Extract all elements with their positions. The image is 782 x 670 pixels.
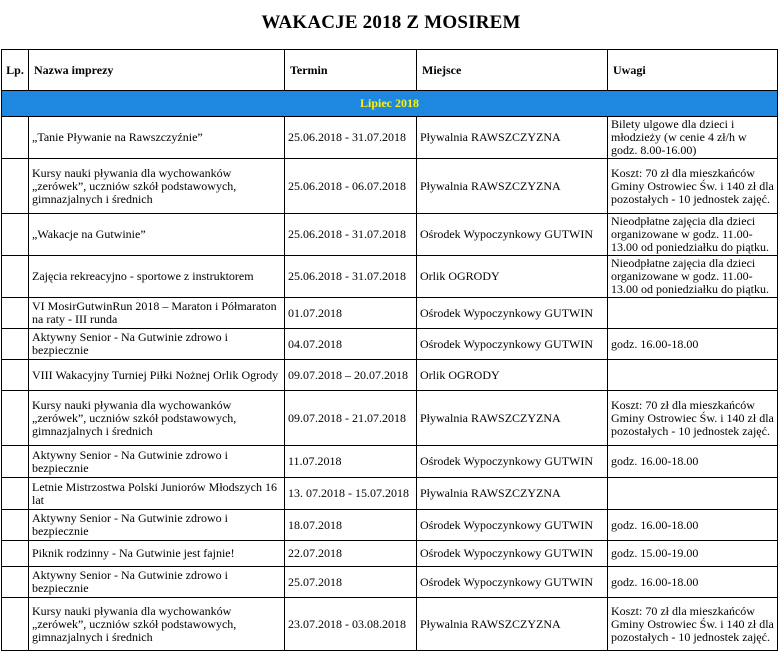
cell-place: Ośrodek Wypoczynkowy GUTWIN [417,541,608,567]
month-row [2,91,778,117]
header-place: Miejsce [417,50,608,91]
cell-place: Ośrodek Wypoczynkowy GUTWIN [417,567,608,598]
cell-lp [2,391,29,446]
table-row [2,598,778,651]
cell-name: Kursy nauki pływania dla wychowanków „zerówek”, uczniów szkół podstawowych, gimnazjalnych i średnich [29,598,285,651]
cell-date: 13. 07.2018 - 15.07.2018 [285,478,417,510]
cell-name: Zajęcia rekreacyjno - sportowe z instruktorem [29,256,285,298]
cell-notes [608,478,778,510]
cell-notes: Koszt: 70 zł dla mieszkańców Gminy Ostrowiec Św. i 140 zł dla pozostałych - 10 jednostek zajęć. [608,598,778,651]
cell-lp [2,478,29,510]
table-row [2,214,778,256]
table-row [2,329,778,360]
table-row [2,159,778,214]
cell-notes [608,360,778,391]
header-row [2,50,778,91]
cell-lp [2,446,29,478]
cell-name: Aktywny Senior - Na Gutwinie zdrowo i bezpiecznie [29,510,285,541]
cell-notes: Nieodpłatne zajęcia dla dzieci organizowane w godz. 11.00-13.00 od poniedziałku do piątku. [608,214,778,256]
cell-place: Orlik OGRODY [417,360,608,391]
cell-name: „Wakacje na Gutwinie” [29,214,285,256]
cell-lp [2,541,29,567]
cell-name: VIII Wakacyjny Turniej Piłki Nożnej Orlik Ogrody [29,360,285,391]
cell-notes: godz. 15.00-19.00 [608,541,778,567]
cell-notes: Koszt: 70 zł dla mieszkańców Gminy Ostrowiec Św. i 140 zł dla pozostałych - 10 jednostek zajęć. [608,159,778,214]
cell-notes: Nieodpłatne zajęcia dla dzieci organizowane w godz. 11.00-13.00 od poniedziałku do piątku. [608,256,778,298]
cell-place: Orlik OGRODY [417,256,608,298]
cell-lp [2,117,29,159]
cell-name: Piknik rodzinny - Na Gutwinie jest fajnie! [29,541,285,567]
cell-date: 18.07.2018 [285,510,417,541]
cell-date: 25.06.2018 - 31.07.2018 [285,214,417,256]
cell-name: Aktywny Senior - Na Gutwinie zdrowo i bezpiecznie [29,329,285,360]
events-table [1,49,778,651]
cell-date: 22.07.2018 [285,541,417,567]
header-notes: Uwagi [608,50,778,91]
table-row [2,391,778,446]
cell-notes: godz. 16.00-18.00 [608,567,778,598]
cell-notes: Koszt: 70 zł dla mieszkańców Gminy Ostrowiec Św. i 140 zł dla pozostałych - 10 jednostek zajęć. [608,391,778,446]
cell-date: 04.07.2018 [285,329,417,360]
cell-date: 25.06.2018 - 31.07.2018 [285,256,417,298]
cell-place: Ośrodek Wypoczynkowy GUTWIN [417,214,608,256]
cell-date: 11.07.2018 [285,446,417,478]
cell-lp [2,214,29,256]
table-row [2,478,778,510]
cell-lp [2,360,29,391]
cell-name: Aktywny Senior - Na Gutwinie zdrowo i bezpiecznie [29,567,285,598]
cell-date: 25.06.2018 - 06.07.2018 [285,159,417,214]
cell-lp [2,567,29,598]
cell-lp [2,510,29,541]
table-row [2,446,778,478]
cell-place: Ośrodek Wypoczynkowy GUTWIN [417,329,608,360]
cell-lp [2,159,29,214]
cell-date: 09.07.2018 – 20.07.2018 [285,360,417,391]
cell-name: „Tanie Pływanie na Rawszczyźnie” [29,117,285,159]
cell-date: 23.07.2018 - 03.08.2018 [285,598,417,651]
cell-place: Pływalnia RAWSZCZYZNA [417,391,608,446]
cell-notes [608,298,778,329]
cell-notes: godz. 16.00-18.00 [608,446,778,478]
page-title: WAKACJE 2018 Z MOSIREM [261,12,521,33]
table-row [2,567,778,598]
cell-place: Pływalnia RAWSZCZYZNA [417,117,608,159]
cell-name: Kursy nauki pływania dla wychowanków „zerówek”, uczniów szkół podstawowych, gimnazjalnych i średnich [29,159,285,214]
cell-date: 25.06.2018 - 31.07.2018 [285,117,417,159]
cell-place: Pływalnia RAWSZCZYZNA [417,598,608,651]
header-lp: Lp. [2,50,29,91]
cell-place: Ośrodek Wypoczynkowy GUTWIN [417,298,608,329]
cell-name: Aktywny Senior - Na Gutwinie zdrowo i bezpiecznie [29,446,285,478]
cell-name: VI MosirGutwinRun 2018 – Maraton i Półmaraton na raty - III runda [29,298,285,329]
header-name: Nazwa imprezy [29,50,285,91]
header-date: Termin [285,50,417,91]
cell-place: Ośrodek Wypoczynkowy GUTWIN [417,446,608,478]
cell-place: Ośrodek Wypoczynkowy GUTWIN [417,510,608,541]
cell-name: Letnie Mistrzostwa Polski Juniorów Młodszych 16 lat [29,478,285,510]
cell-lp [2,256,29,298]
table-row [2,510,778,541]
cell-notes: Bilety ulgowe dla dzieci i młodzieży (w cenie 4 zł/h w godz. 8.00-16.00) [608,117,778,159]
cell-notes: godz. 16.00-18.00 [608,329,778,360]
cell-lp [2,298,29,329]
cell-lp [2,598,29,651]
table-row [2,298,778,329]
table-row [2,256,778,298]
cell-notes: godz. 16.00-18.00 [608,510,778,541]
cell-date: 01.07.2018 [285,298,417,329]
cell-lp [2,329,29,360]
month-label: Lipiec 2018 [2,91,778,117]
table-row [2,541,778,567]
cell-place: Pływalnia RAWSZCZYZNA [417,478,608,510]
table-row [2,117,778,159]
cell-date: 09.07.2018 - 21.07.2018 [285,391,417,446]
cell-place: Pływalnia RAWSZCZYZNA [417,159,608,214]
cell-name: Kursy nauki pływania dla wychowanków „zerówek”, uczniów szkół podstawowych, gimnazjalnych i średnich [29,391,285,446]
cell-date: 25.07.2018 [285,567,417,598]
table-row [2,360,778,391]
